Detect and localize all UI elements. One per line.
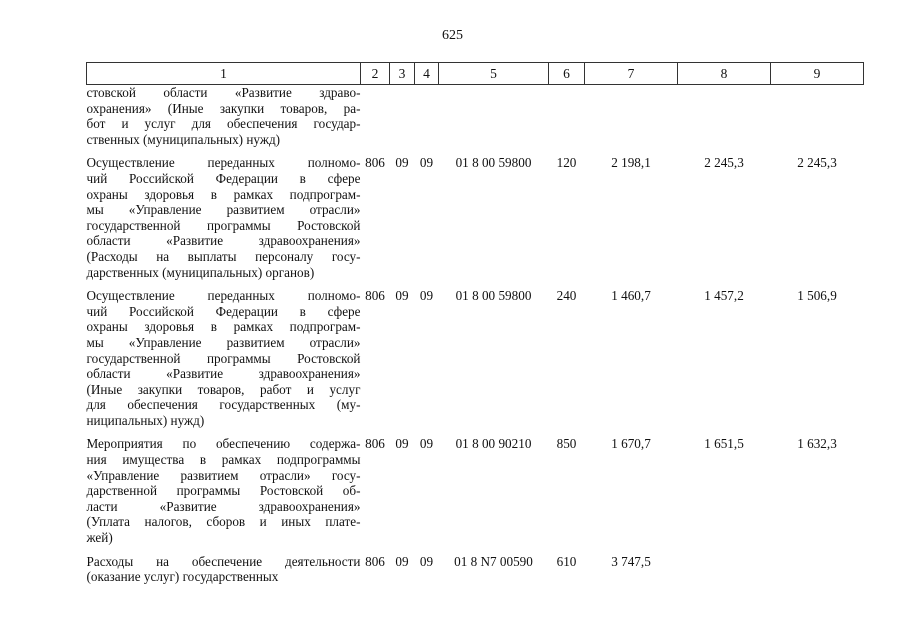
description-line: государственной программы Ростовской (86, 217, 361, 233)
row-gap (87, 546, 864, 554)
cell-target-article: 01 8 00 59800 (455, 155, 532, 171)
description-line: жей) (86, 530, 113, 546)
description-line: стовской области «Развитие здраво- (86, 85, 361, 100)
row-description (87, 436, 361, 545)
page-number: 625 (442, 28, 463, 43)
description-line: охраны здоровья в рамках подпрограм- (86, 319, 361, 335)
column-header-7: 7 (585, 63, 678, 85)
description-line: мы «Управление развитием отрасли» (86, 334, 361, 350)
description-line: Осуществление переданных полномо- (86, 155, 361, 171)
cell-subsection (415, 85, 439, 148)
table-row (87, 554, 864, 585)
column-header-9: 9 (771, 63, 864, 85)
row-description (87, 554, 361, 585)
description-line: Осуществление переданных полномо- (86, 288, 361, 304)
cell-amount-year-2 (678, 85, 771, 148)
budget-table (86, 62, 864, 585)
cell-target-article: 01 8 N7 00590 (454, 553, 533, 569)
cell-target-article (439, 85, 549, 148)
cell-expense-type (549, 85, 585, 148)
table-body (87, 85, 864, 585)
description-line: области «Развитие здравоохранения» (86, 366, 361, 382)
description-line: области «Развитие здравоохранения» (86, 233, 361, 249)
cell-amount-year-2: 1 457,2 (704, 288, 744, 304)
cell-subsection: 09 (419, 553, 434, 569)
table-row (87, 288, 864, 428)
description-line: чий Российской Федерации в сфере (86, 170, 361, 186)
description-line: чий Российской Федерации в сфере (86, 303, 361, 319)
cell-amount-year-3: 1 506,9 (797, 288, 837, 304)
cell-expense-type: 850 (556, 436, 577, 452)
row-description (87, 85, 361, 148)
cell-section: 09 (395, 288, 409, 304)
column-header-1: 1 (87, 63, 361, 85)
cell-expense-type: 120 (556, 155, 577, 171)
description-line: дарственной программы Ростовской об- (86, 483, 361, 499)
description-line: дарственных (муниципальных) органов) (86, 264, 315, 280)
description-line: Мероприятия по обеспечению содержа- (86, 436, 361, 452)
description-line: охраны здоровья в рамках подпрограм- (86, 186, 361, 202)
description-line: ниципальных) нужд) (86, 412, 205, 428)
column-header-8: 8 (678, 63, 771, 85)
cell-target-article: 01 8 00 59800 (455, 288, 532, 304)
cell-subsection: 09 (419, 155, 434, 171)
column-header-3: 3 (390, 63, 415, 85)
cell-section: 09 (395, 553, 409, 569)
description-line: Расходы на обеспечение деятельности (86, 553, 361, 569)
cell-amount-year-3 (771, 554, 864, 585)
header-row (87, 63, 864, 85)
row-gap (87, 280, 864, 288)
cell-section: 09 (395, 155, 409, 171)
cell-amount-year-1: 2 198,1 (611, 155, 651, 171)
description-line: ласти «Развитие здравоохранения» (86, 498, 361, 514)
description-line: (Уплата налогов, сборов и иных плате- (86, 514, 361, 530)
cell-amount-year-3 (771, 85, 864, 148)
description-line: (оказание услуг) государственных (86, 569, 279, 585)
cell-expense-type: 240 (556, 288, 577, 304)
description-line: (Иные закупки товаров, работ и услуг (86, 381, 361, 397)
description-line: ния имущества в рамках подпрограммы (86, 452, 361, 468)
cell-code-admin: 806 (365, 288, 385, 304)
description-line: (Расходы на выплаты персоналу госу- (86, 248, 361, 264)
row-description (87, 155, 361, 280)
cell-amount-year-2: 2 245,3 (704, 155, 744, 171)
description-line: бот и услуг для обеспечения государ- (86, 116, 361, 132)
description-line: ственных (муниципальных) нужд) (86, 131, 281, 147)
column-header-2: 2 (361, 63, 390, 85)
cell-amount-year-1 (585, 85, 678, 148)
description-line: «Управление развитием отрасли» госу- (86, 467, 361, 483)
column-header-4: 4 (415, 63, 439, 85)
description-line: охранения» (Иные закупки товаров, ра- (86, 100, 361, 116)
description-line: для обеспечения государственных (му- (86, 397, 361, 413)
table-row (87, 436, 864, 545)
cell-subsection: 09 (419, 436, 434, 452)
cell-code-admin: 806 (365, 436, 385, 452)
cell-section (390, 85, 415, 148)
column-header-6: 6 (549, 63, 585, 85)
cell-amount-year-3: 1 632,3 (797, 436, 837, 452)
cell-amount-year-1: 1 670,7 (611, 436, 651, 452)
column-header-5: 5 (439, 63, 549, 85)
row-description (87, 288, 361, 428)
cell-subsection: 09 (419, 288, 434, 304)
cell-code-admin (361, 85, 390, 148)
cell-code-admin: 806 (365, 155, 385, 171)
row-gap (87, 428, 864, 436)
cell-amount-year-3: 2 245,3 (797, 155, 837, 171)
description-line: мы «Управление развитием отрасли» (86, 202, 361, 218)
cell-section: 09 (395, 436, 409, 452)
cell-amount-year-1: 3 747,5 (611, 553, 651, 569)
cell-amount-year-2: 1 651,5 (704, 436, 744, 452)
table-row (87, 85, 864, 148)
cell-code-admin: 806 (365, 553, 385, 569)
cell-target-article: 01 8 00 90210 (455, 436, 532, 452)
description-line: государственной программы Ростовской (86, 350, 361, 366)
cell-expense-type: 610 (556, 553, 577, 569)
table-row (87, 155, 864, 280)
cell-amount-year-1: 1 460,7 (611, 288, 651, 304)
row-gap (87, 147, 864, 155)
cell-amount-year-2 (678, 554, 771, 585)
